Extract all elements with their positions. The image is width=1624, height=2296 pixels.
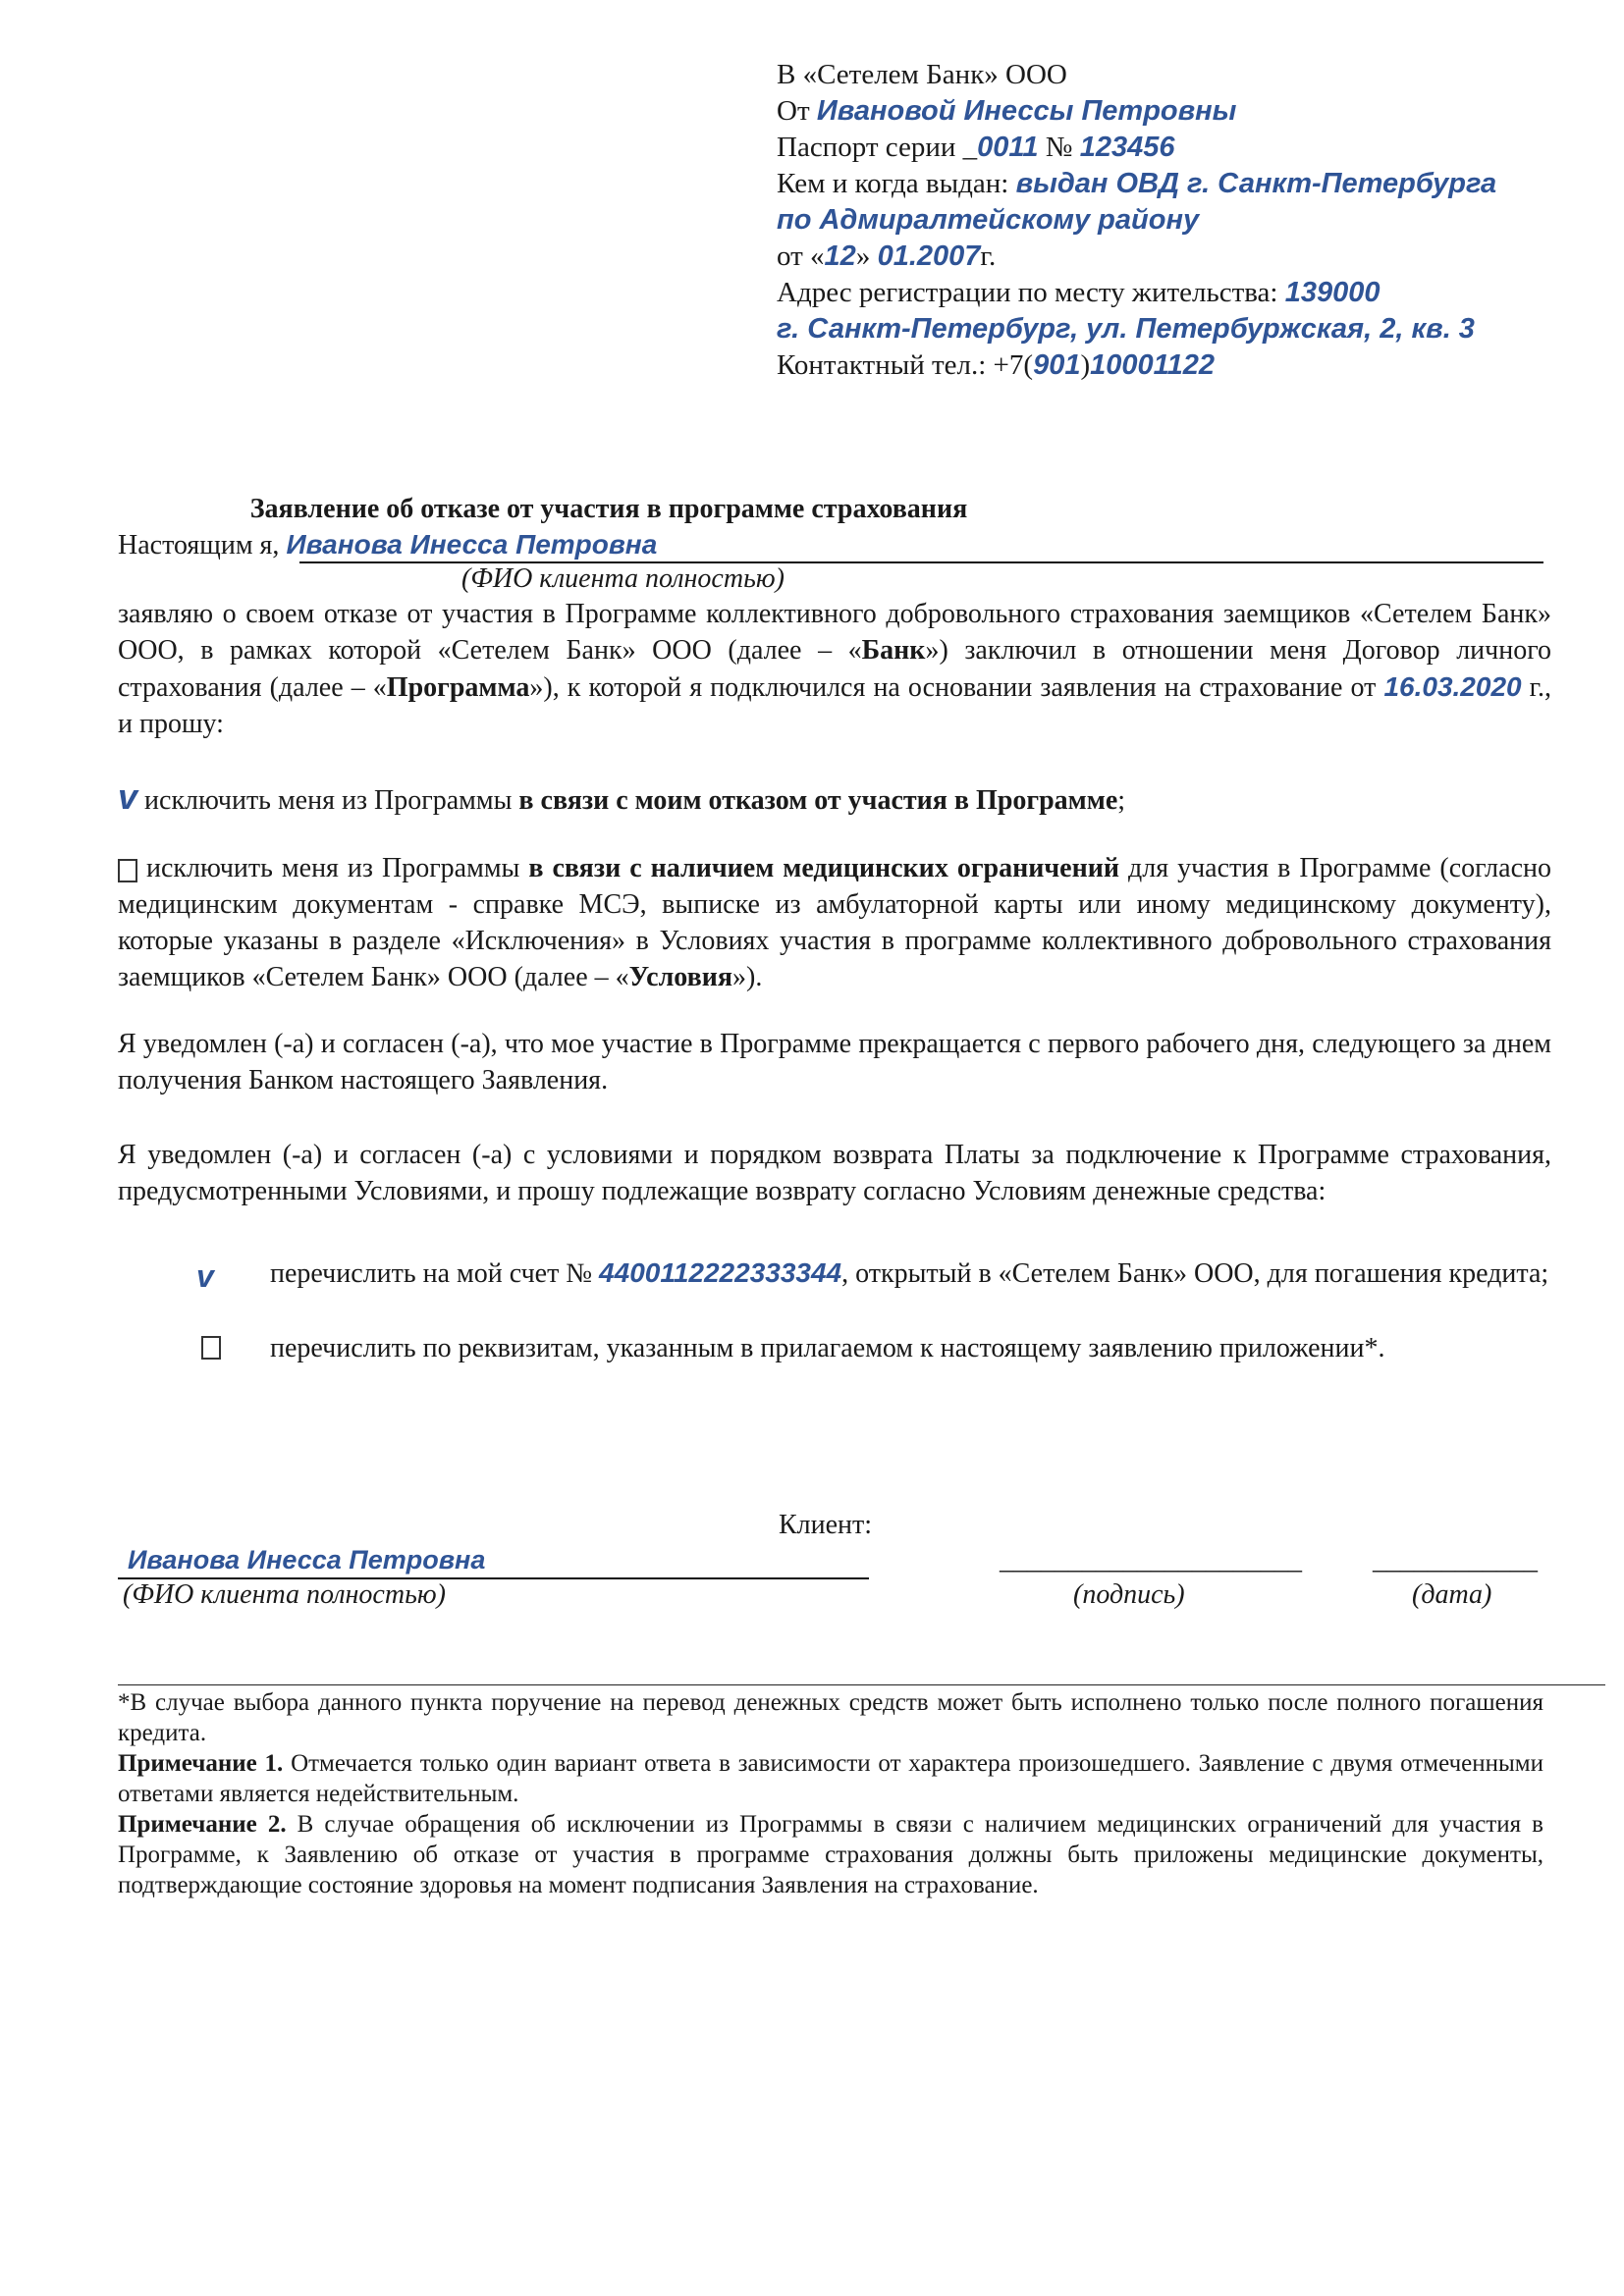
refund-requisites-checkbox[interactable] xyxy=(201,1336,221,1360)
footnote-note-2: Примечание 2. В случае обращения об исключении из Программы в связи с наличием медицинских ограничений для участия в Программе, к Заявлению об отказе от участия в программе страхования должны быть приложены медицинские документы, подтверждающие состояние здоровья на момент подписания Заявления на страхование. xyxy=(118,1811,1543,1898)
phone-line: Контактный тел.: +7(901)10001122 xyxy=(777,349,1215,381)
signature-name-caption: (ФИО клиента полностью) xyxy=(123,1579,446,1610)
signature-caption: (подпись) xyxy=(1073,1579,1185,1610)
client-label: Клиент: xyxy=(779,1510,873,1540)
refund-account-check[interactable]: v xyxy=(196,1258,214,1294)
option-refusal-check[interactable]: v xyxy=(118,776,138,817)
footnote-separator xyxy=(118,1684,1605,1685)
passport-number: 123456 xyxy=(1079,132,1175,163)
date-blank: ____________ xyxy=(1373,1545,1538,1575)
footnotes xyxy=(118,1687,1543,1900)
issue-date-line: от «12» 01.2007г. xyxy=(777,240,997,272)
account-number: 4400112222333344 xyxy=(599,1257,842,1288)
document-title: Заявление об отказе от участия в программе страхования xyxy=(249,494,968,524)
footnote-note-1: Примечание 1. Отмечается только один вариант ответа в зависимости от характера произошедшего. Заявление с двумя отмеченными ответами является недействительным. xyxy=(118,1750,1543,1807)
issued-by: выдан ОВД г. Санкт-Петербурга xyxy=(1015,168,1497,199)
client-name: Иванова Инесса Петровна xyxy=(286,529,658,560)
option-medical: исключить меня из Программы в связи с наличием медицинских ограничений для участия в Программе (согласно медицинским документам - справке МСЭ, выписке из амбулаторной карты или иному медицинскому документу), которые указаны в разделе «Исключения» в Условиях участия в программе коллективного добровольного страхования заемщиков «Сетелем Банк» ООО (далее – «Условия»). xyxy=(118,853,1551,992)
notice-termination: Я уведомлен (-а) и согласен (-а), что мое участие в Программе прекращается с первого рабочего дня, следующего за днем получения Банком настоящего Заявления. xyxy=(118,1029,1551,1095)
notice-refund: Я уведомлен (-а) и согласен (-а) с условиями и порядком возврата Платы за подключение к Программе страхования, предусмотренными Условиями, и прошу подлежащие возврату согласно Условиям денежные средства: xyxy=(118,1140,1551,1206)
refund-account-option: перечислить на мой счет № 4400112222333344, открытый в «Сетелем Банк» ООО, для погашения кредита; xyxy=(270,1257,1549,1289)
option-medical-checkbox[interactable] xyxy=(118,859,137,882)
sender-line: От Ивановой Инессы Петровны xyxy=(777,95,1237,127)
intro-line: Настоящим я, Иванова Инесса Петровна xyxy=(118,529,658,561)
address-line-2 xyxy=(777,311,1475,347)
statement-paragraph: заявляю о своем отказе от участия в Программе коллективного добровольного страхования заемщиков «Сетелем Банк» ООО, в рамках которой «Сетелем Банк» ООО (далее – «Банк») заключил в отношении меня Договор личного страхования (далее – «Программа»), к которой я подключился на основании заявления на страхование от 16.03.2020 г., и прошу: xyxy=(118,599,1551,739)
application-date: 16.03.2020 xyxy=(1383,671,1522,702)
issued-line: Кем и когда выдан: выдан ОВД г. Санкт-Петербурга xyxy=(777,168,1497,199)
passport-series: 0011 xyxy=(977,132,1039,163)
issue-month-year: 01.2007 xyxy=(877,240,981,272)
phone-code: 901 xyxy=(1033,349,1081,381)
footnote-star: *В случае выбора данного пункта поручение на перевод денежных средств может быть исполнено только после полного погашения кредита. xyxy=(118,1689,1543,1746)
address-line: Адрес регистрации по месту жительства: 139000 xyxy=(777,277,1380,308)
sender-name: Ивановой Инессы Петровны xyxy=(816,95,1237,127)
intro-caption: (ФИО клиента полностью) xyxy=(461,563,785,594)
signature-blank: ______________________ xyxy=(1000,1545,1302,1575)
signature-client-name: Иванова Инесса Петровна xyxy=(128,1545,486,1575)
refund-requisites-option: перечислить по реквизитам, указанным в прилагаемом к настоящему заявлению приложении*. xyxy=(270,1333,1385,1363)
recipient-line: В «Сетелем Банк» ООО xyxy=(777,59,1067,90)
issued-line-2: по Адмиралтейскому району xyxy=(777,204,1200,236)
passport-line: Паспорт серии _0011 № 123456 xyxy=(777,132,1175,163)
date-caption: (дата) xyxy=(1412,1579,1492,1610)
option-refusal: v исключить меня из Программы в связи с моим отказом от участия в Программе; xyxy=(118,776,1126,817)
issue-day: 12 xyxy=(824,240,856,272)
address-street: г. Санкт-Петербург, ул. Петербуржская, 2, кв. 3 xyxy=(777,313,1475,345)
phone-number: 10001122 xyxy=(1090,349,1215,381)
address-zip: 139000 xyxy=(1284,277,1380,308)
